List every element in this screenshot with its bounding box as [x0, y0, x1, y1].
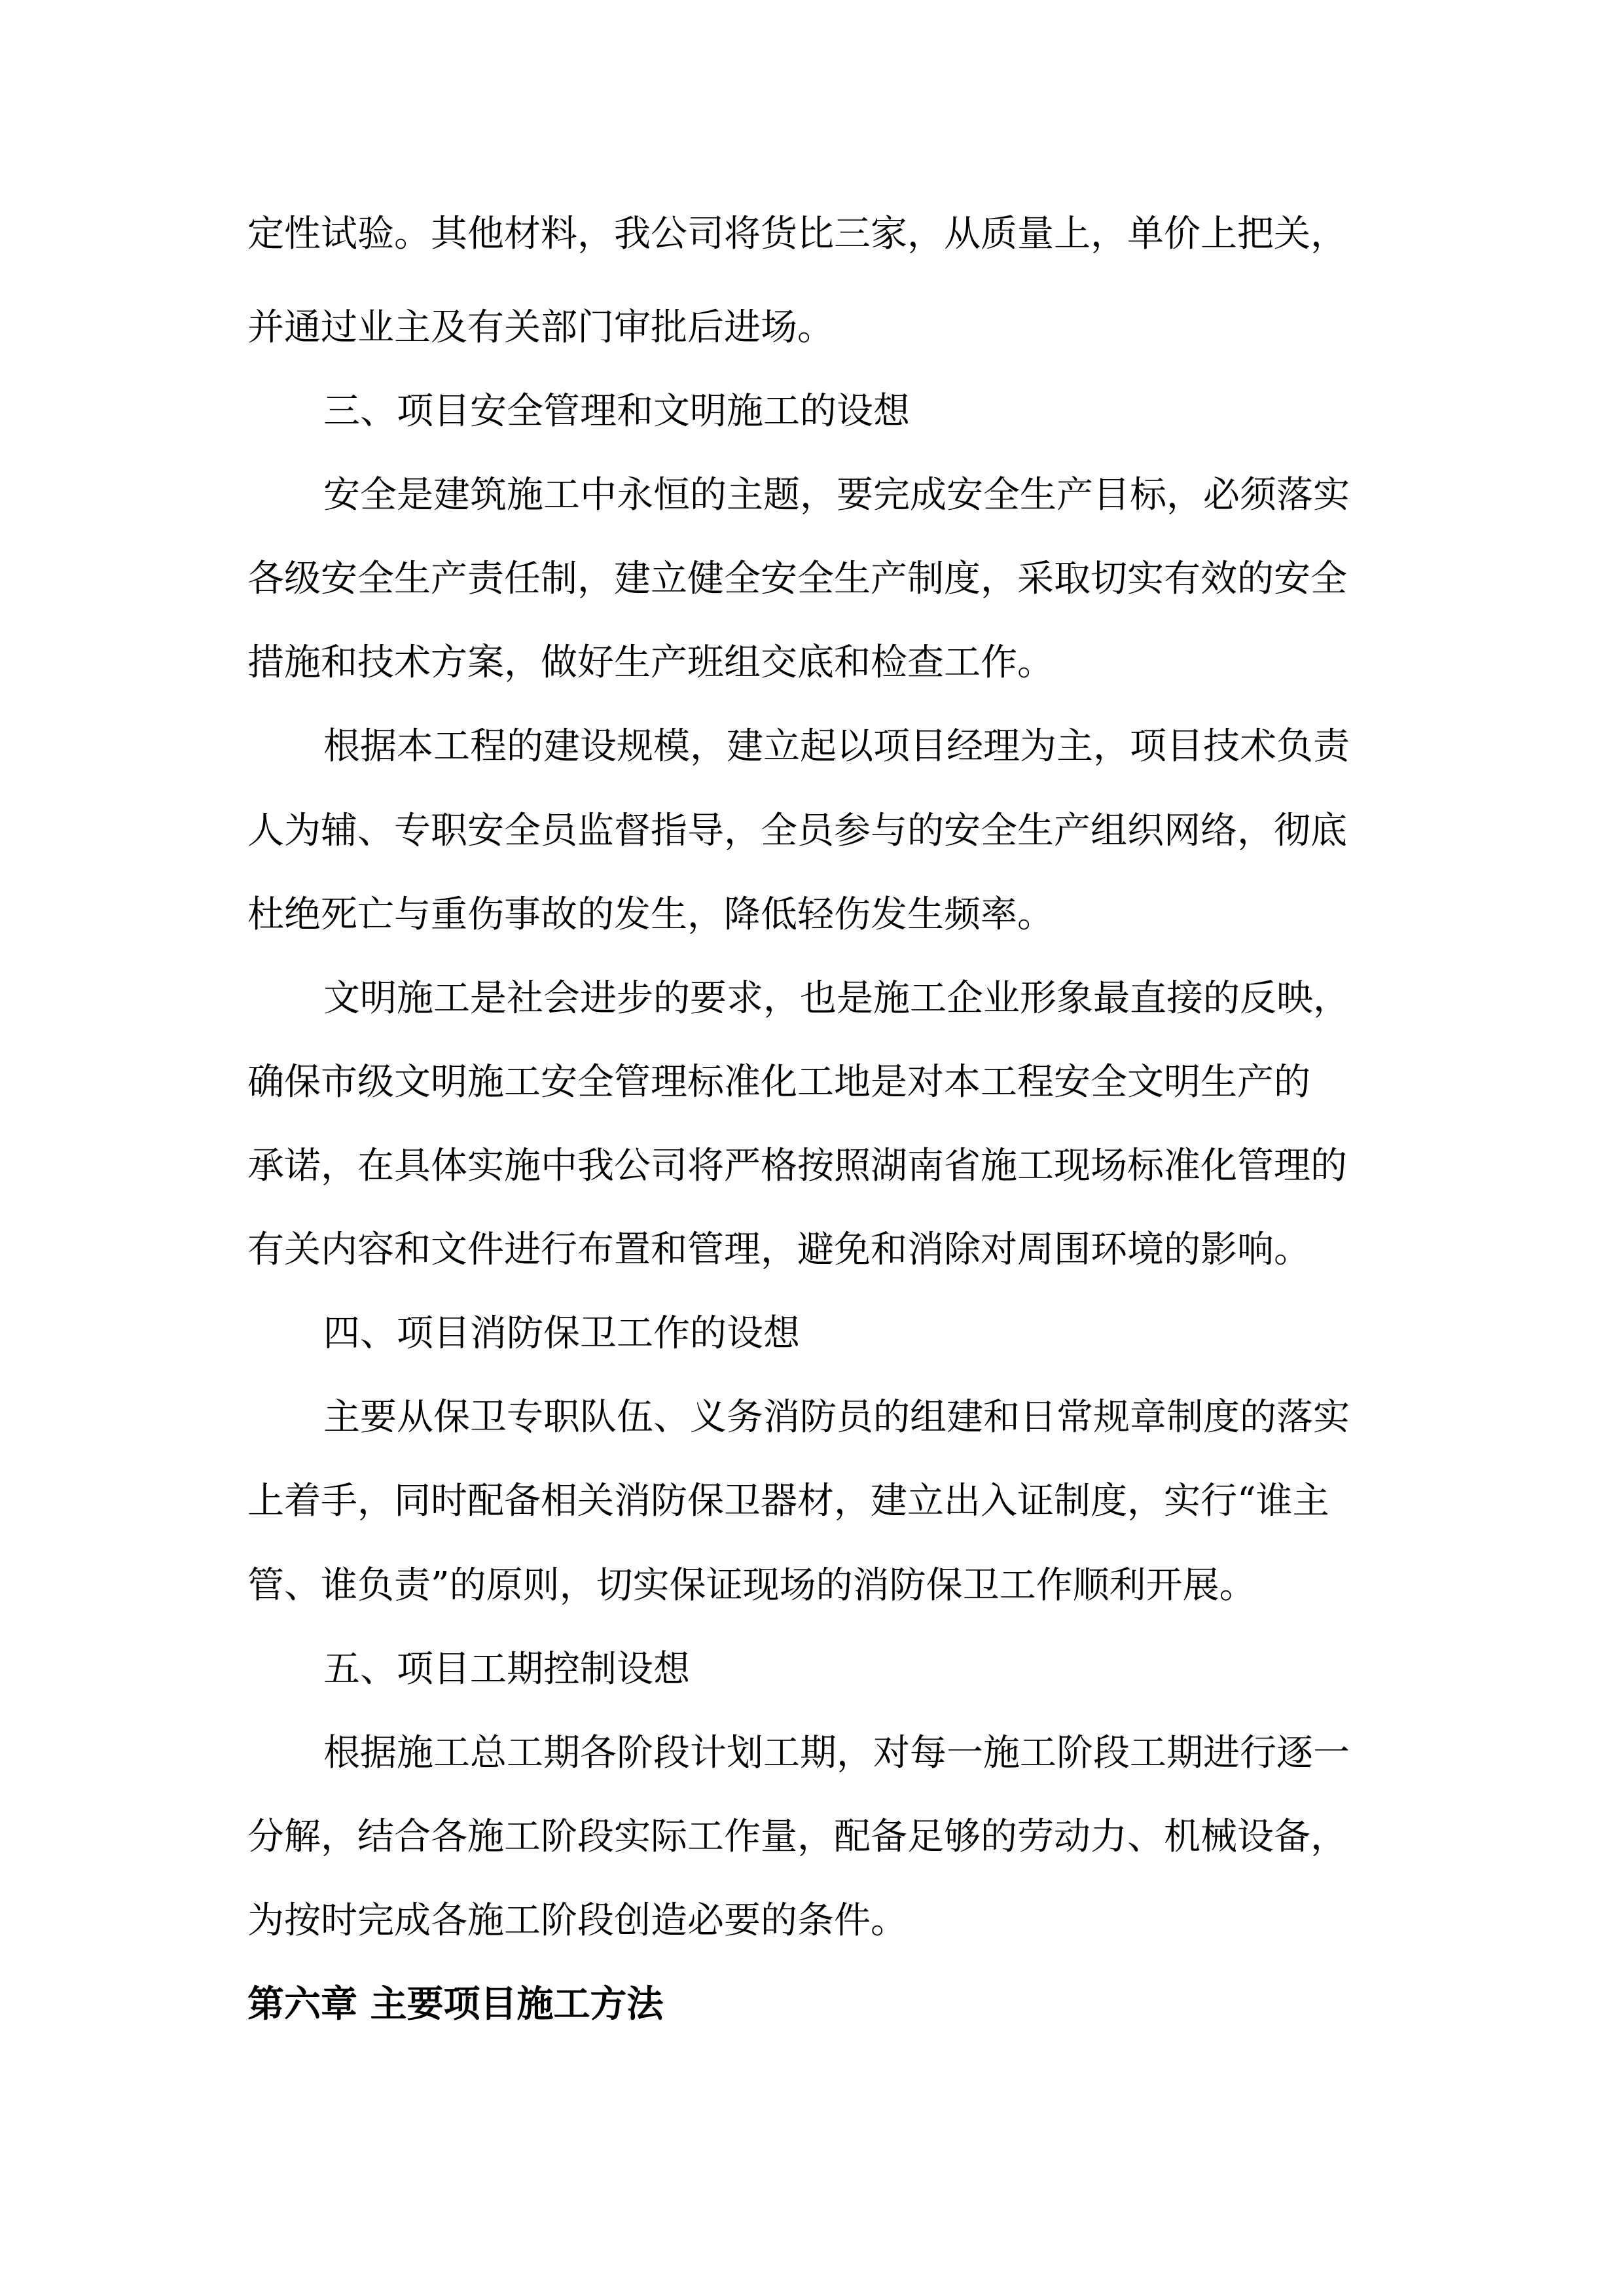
paragraph-line: 管、谁负责”的原则，切实保证现场的消防保卫工作顺利开展。: [247, 1564, 1256, 1607]
paragraph-line: 并通过业主及有关部门审批后进场。: [247, 306, 834, 349]
paragraph-line: 措施和技术方案，做好生产班组交底和检查工作。: [247, 641, 1054, 684]
paragraph-line: 人为辅、专职安全员监督指导，全员参与的安全生产组织网络，彻底: [247, 810, 1347, 852]
paragraph-line: 各级安全生产责任制，建立健全安全生产制度，采取切实有效的安全: [247, 558, 1347, 600]
paragraph-line: 杜绝死亡与重伤事故的发生，降低轻伤发生频率。: [247, 893, 1054, 936]
paragraph-line: 根据施工总工期各阶段计划工期，对每一施工阶段工期进行逐一: [323, 1732, 1350, 1774]
paragraph-line: 确保市级文明施工安全管理标准化工地是对本工程安全文明生产的: [247, 1061, 1310, 1103]
chapter-heading: 第六章 主要项目施工方法: [247, 1983, 664, 2026]
section-heading-schedule: 五、项目工期控制设想: [323, 1648, 690, 1691]
paragraph-line: 文明施工是社会进步的要求，也是施工企业形象最直接的反映，: [323, 977, 1350, 1020]
paragraph-line: 承诺，在具体实施中我公司将严格按照湖南省施工现场标准化管理的: [247, 1145, 1347, 1187]
section-heading-fire-security: 四、项目消防保卫工作的设想: [323, 1312, 800, 1355]
paragraph-line: 上着手，同时配备相关消防保卫器材，建立出入证制度，实行“谁主: [247, 1480, 1329, 1522]
paragraph-line: 有关内容和文件进行布置和管理，避免和消除对周围环境的影响。: [247, 1229, 1310, 1271]
paragraph-line: 分解，结合各施工阶段实际工作量，配备足够的劳动力、机械设备，: [247, 1816, 1347, 1858]
paragraph-line: 主要从保卫专职队伍、义务消防员的组建和日常规章制度的落实: [323, 1396, 1350, 1439]
paragraph-line: 定性试验。其他材料，我公司将货比三家，从质量上，单价上把关，: [247, 213, 1347, 255]
paragraph-line: 为按时完成各施工阶段创造必要的条件。: [247, 1899, 907, 1942]
paragraph-line: 安全是建筑施工中永恒的主题，要完成安全生产目标，必须落实: [323, 474, 1350, 516]
section-heading-safety: 三、项目安全管理和文明施工的设想: [323, 390, 910, 433]
paragraph-line: 根据本工程的建设规模，建立起以项目经理为主，项目技术负责: [323, 725, 1350, 768]
